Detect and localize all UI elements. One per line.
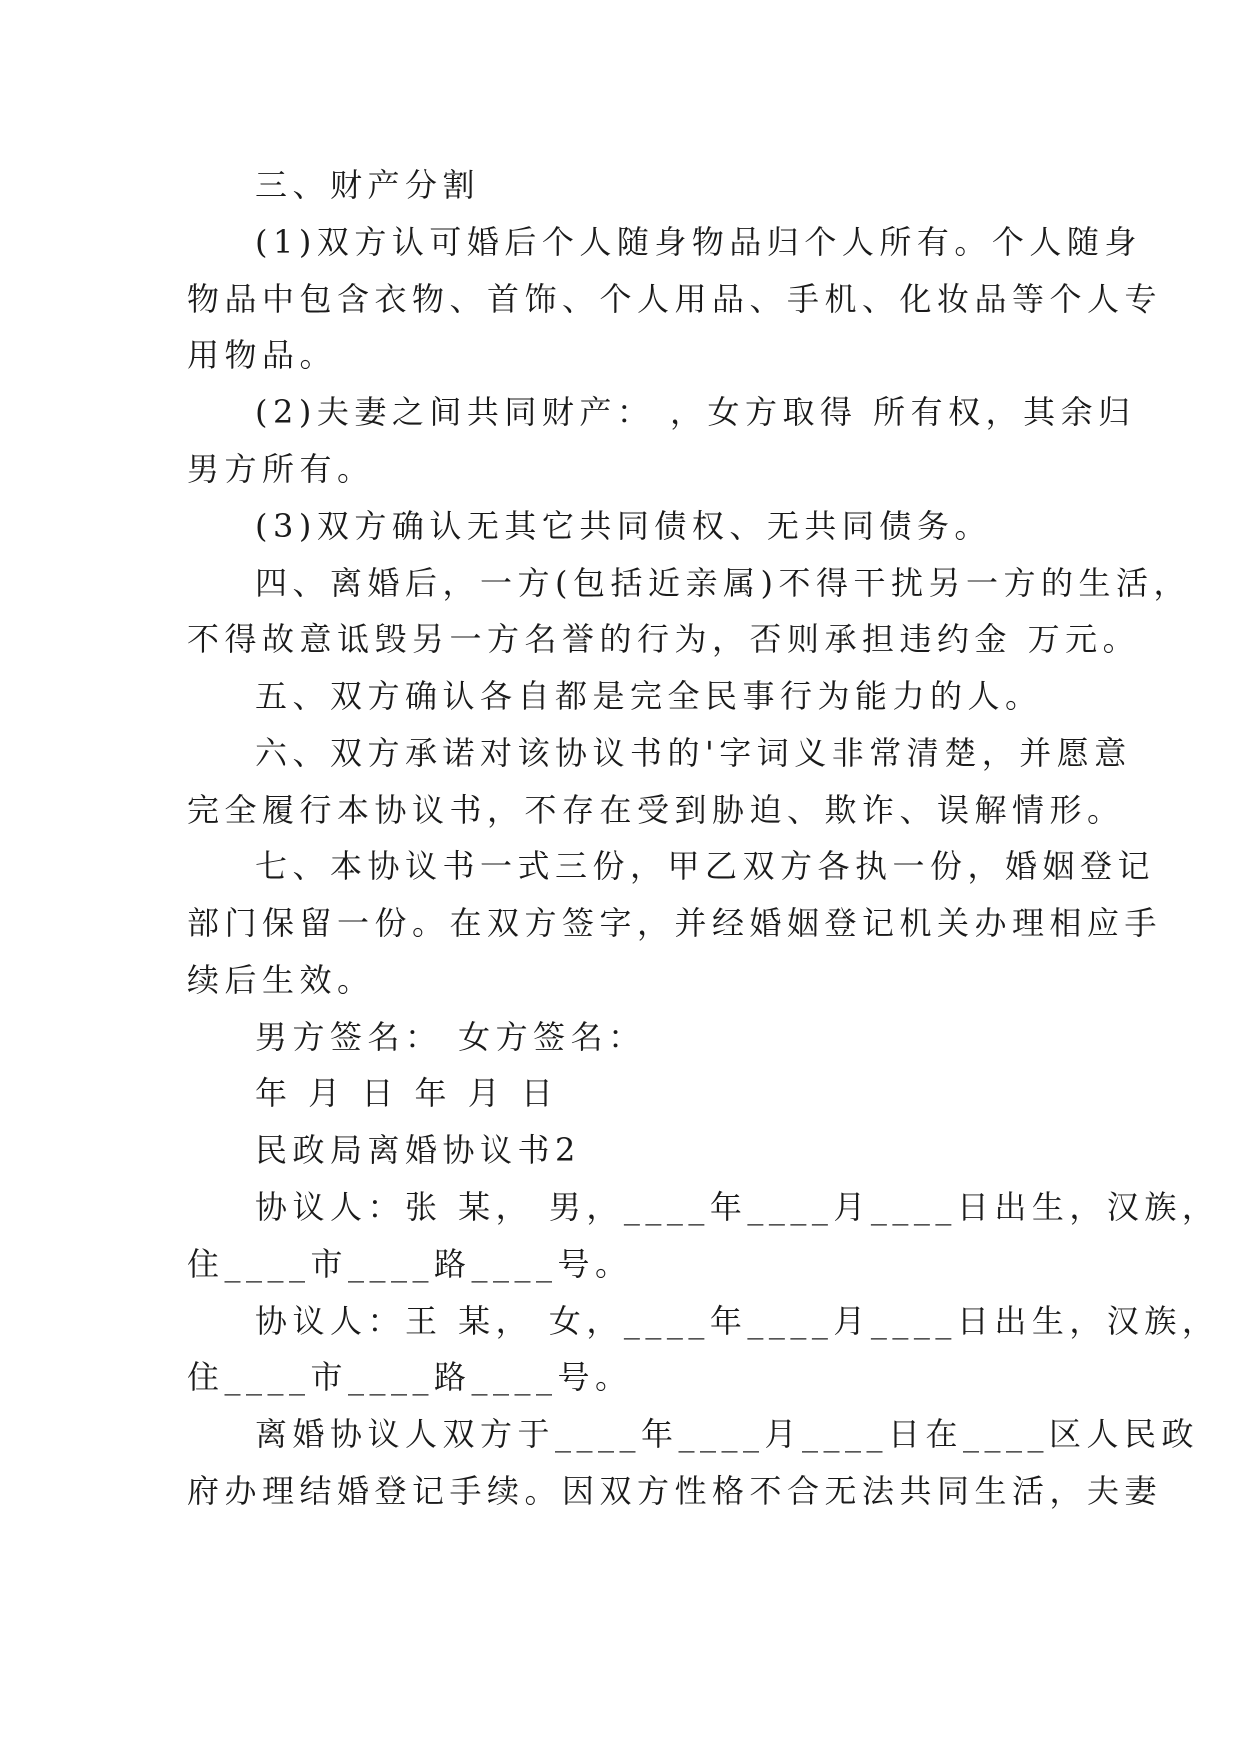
- paragraph-line: 四、离婚后，一方(包括近亲属)不得干扰另一方的生活，: [255, 564, 1191, 602]
- party-info-line: 住____市____路____号。: [187, 1358, 633, 1396]
- paragraph-line: 完全履行本协议书，不存在受到胁迫、欺诈、误解情形。: [187, 791, 1125, 829]
- paragraph-line: 府办理结婚登记手续。因双方性格不合无法共同生活，夫妻: [187, 1472, 1163, 1510]
- paragraph-line: 物品中包含衣物、首饰、个人用品、手机、化妆品等个人专: [187, 280, 1163, 318]
- section-heading-property-division: 三、财产分割: [255, 166, 481, 204]
- paragraph-line: 七、本协议书一式三份，甲乙双方各执一份，婚姻登记: [255, 847, 1156, 885]
- paragraph-line: (1)双方认可婚后个人随身物品归个人所有。个人随身: [255, 223, 1142, 261]
- paragraph-line: (2)夫妻之间共同财产： ，女方取得 所有权，其余归: [255, 393, 1136, 431]
- paragraph-line: 部门保留一份。在双方签字，并经婚姻登记机关办理相应手: [187, 904, 1163, 942]
- party-info-line: 协议人：王 某， 女，____年____月____日出生，汉族，: [255, 1302, 1220, 1340]
- paragraph-line: 离婚协议人双方于____年____月____日在____区人民政: [255, 1415, 1200, 1453]
- paragraph-line: 不得故意诋毁另一方名誉的行为，否则承担违约金 万元。: [187, 620, 1141, 658]
- paragraph-line: 男方所有。: [187, 450, 375, 488]
- document-title: 民政局离婚协议书2: [255, 1131, 581, 1169]
- paragraph-line: (3)双方确认无其它共同债权、无共同债务。: [255, 507, 992, 545]
- paragraph-line: 五、双方确认各自都是完全民事行为能力的人。: [255, 677, 1043, 715]
- paragraph-line: 六、双方承诺对该协议书的'字词义非常清楚，并愿意: [255, 734, 1132, 772]
- signature-line: 男方签名： 女方签名：: [255, 1018, 646, 1056]
- paragraph-line: 续后生效。: [187, 961, 375, 999]
- party-info-line: 协议人：张 某， 男，____年____月____日出生，汉族，: [255, 1188, 1220, 1226]
- date-line: 年 月 日 年 月 日: [255, 1074, 559, 1112]
- party-info-line: 住____市____路____号。: [187, 1245, 633, 1283]
- paragraph-line: 用物品。: [187, 336, 338, 374]
